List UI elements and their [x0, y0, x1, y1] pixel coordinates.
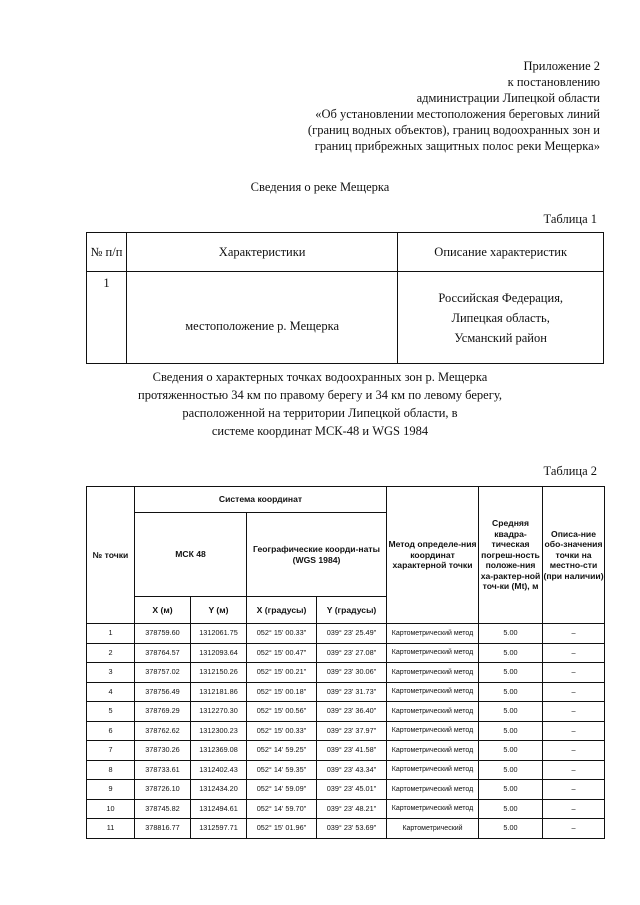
- table1-row: [87, 272, 604, 364]
- error-cell: 5.00: [479, 799, 543, 819]
- coord-title-line: Сведения о характерных точках водоохранных зон р. Мещерка: [152, 370, 488, 384]
- x-deg-cell: 052° 14' 59.35": [247, 760, 317, 780]
- y-m-cell: 1312402.43: [191, 760, 247, 780]
- appendix-line: «Об установлении местоположения береговых линий: [315, 107, 600, 121]
- y-deg-cell: 039° 23' 37.97": [317, 721, 387, 741]
- description-cell: –: [543, 624, 605, 644]
- x-deg-cell: 052° 14' 59.09": [247, 780, 317, 800]
- description-cell: –: [543, 702, 605, 722]
- table1-cell-characteristic: местоположение р. Мещерка: [126, 272, 397, 364]
- description-cell: –: [543, 663, 605, 683]
- point-num-cell: 5: [87, 702, 135, 722]
- coordinates-section-title: [0, 368, 640, 440]
- table1-header-description: Описание характеристик: [398, 233, 604, 272]
- y-m-cell: 1312494.61: [191, 799, 247, 819]
- method-cell: Картометрический метод: [387, 682, 479, 702]
- table1-header-characteristics: Характеристики: [126, 233, 397, 272]
- y-deg-cell: 039° 23' 25.49": [317, 624, 387, 644]
- x-deg-cell: 052° 14' 59.70": [247, 799, 317, 819]
- description-line: Российская Федерация,: [438, 290, 564, 305]
- x-m-cell: 378733.61: [135, 760, 191, 780]
- table2-header-row: [87, 487, 605, 513]
- point-num-cell: 7: [87, 741, 135, 761]
- point-num-cell: 9: [87, 780, 135, 800]
- header-y-m: Y (м): [191, 597, 247, 624]
- method-cell: Картометрический метод: [387, 760, 479, 780]
- error-cell: 5.00: [479, 780, 543, 800]
- appendix-header: [240, 58, 600, 154]
- y-m-cell: 1312300.23: [191, 721, 247, 741]
- coord-title-line: протяженностью 34 км по правому берегу и 34 км по левому берегу,: [138, 388, 502, 402]
- x-m-cell: 378757.02: [135, 663, 191, 683]
- table1-header-row: [87, 233, 604, 272]
- river-title: Сведения о реке Мещерка: [250, 180, 390, 194]
- method-cell: Картометрический метод: [387, 663, 479, 683]
- header-description: Описа-ние обо-значения точки на местно-сти (при наличии): [543, 487, 605, 624]
- appendix-line: Приложение 2: [523, 59, 600, 73]
- coordinates-table: [86, 486, 605, 839]
- method-cell: Картометрический метод: [387, 624, 479, 644]
- table-row: [87, 819, 605, 839]
- table-row: [87, 702, 605, 722]
- y-m-cell: 1312270.30: [191, 702, 247, 722]
- header-y-deg: Y (градусы): [317, 597, 387, 624]
- y-deg-cell: 039° 23' 45.01": [317, 780, 387, 800]
- x-m-cell: 378762.62: [135, 721, 191, 741]
- description-cell: –: [543, 741, 605, 761]
- error-cell: 5.00: [479, 741, 543, 761]
- table1-cell-description: [398, 272, 604, 364]
- description-cell: –: [543, 780, 605, 800]
- method-cell: Картометрический: [387, 819, 479, 839]
- y-deg-cell: 039° 23' 31.73": [317, 682, 387, 702]
- error-cell: 5.00: [479, 721, 543, 741]
- y-m-cell: 1312434.20: [191, 780, 247, 800]
- y-deg-cell: 039° 23' 41.58": [317, 741, 387, 761]
- description-cell: –: [543, 799, 605, 819]
- table-row: [87, 721, 605, 741]
- table2-label: Таблица 2: [543, 464, 597, 478]
- header-geographic: Географические коорди-наты (WGS 1984): [247, 513, 387, 597]
- error-cell: 5.00: [479, 760, 543, 780]
- description-cell: –: [543, 721, 605, 741]
- coord-title-line: системе координат МСК-48 и WGS 1984: [211, 424, 429, 438]
- error-cell: 5.00: [479, 682, 543, 702]
- x-deg-cell: 052° 15' 00.33": [247, 721, 317, 741]
- point-num-cell: 3: [87, 663, 135, 683]
- appendix-line: администрации Липецкой области: [416, 91, 600, 105]
- y-m-cell: 1312369.08: [191, 741, 247, 761]
- y-m-cell: 1312061.75: [191, 624, 247, 644]
- description-cell: –: [543, 643, 605, 663]
- method-cell: Картометрический метод: [387, 741, 479, 761]
- table1-header-num: № п/п: [87, 233, 127, 272]
- point-num-cell: 2: [87, 643, 135, 663]
- table-row: [87, 682, 605, 702]
- river-info-table: [86, 232, 604, 364]
- header-error: Средняя квадра-тическая погреш-ность положе-ния ха-рактер-ной точ-ки (Mt), м: [479, 487, 543, 624]
- table1-label: Таблица 1: [543, 212, 597, 226]
- point-num-cell: 8: [87, 760, 135, 780]
- table-row: [87, 799, 605, 819]
- table-row: [87, 643, 605, 663]
- header-point-num: № точки: [87, 487, 135, 624]
- y-deg-cell: 039° 23' 36.40": [317, 702, 387, 722]
- method-cell: Картометрический метод: [387, 721, 479, 741]
- header-method: Метод определе-ния координат характерной точки: [387, 487, 479, 624]
- header-x-m: X (м): [135, 597, 191, 624]
- table2-body: [87, 624, 605, 839]
- appendix-line: к постановлению: [507, 75, 600, 89]
- description-line: Усманский район: [454, 330, 547, 345]
- y-m-cell: 1312597.71: [191, 819, 247, 839]
- error-cell: 5.00: [479, 702, 543, 722]
- x-m-cell: 378816.77: [135, 819, 191, 839]
- description-cell: –: [543, 682, 605, 702]
- header-coordinate-system: Система координат: [135, 487, 387, 513]
- y-m-cell: 1312181.86: [191, 682, 247, 702]
- description-cell: –: [543, 819, 605, 839]
- x-deg-cell: 052° 15' 00.33": [247, 624, 317, 644]
- x-deg-cell: 052° 15' 00.21": [247, 663, 317, 683]
- y-m-cell: 1312150.26: [191, 663, 247, 683]
- x-m-cell: 378759.60: [135, 624, 191, 644]
- point-num-cell: 4: [87, 682, 135, 702]
- table-row: [87, 624, 605, 644]
- table-row: [87, 760, 605, 780]
- point-num-cell: 1: [87, 624, 135, 644]
- appendix-line: (границ водных объектов), границ водоохранных зон и: [307, 123, 600, 137]
- coord-title-line: расположенной на территории Липецкой области, в: [182, 406, 458, 420]
- error-cell: 5.00: [479, 663, 543, 683]
- table-row: [87, 780, 605, 800]
- point-num-cell: 6: [87, 721, 135, 741]
- method-cell: Картометрический метод: [387, 643, 479, 663]
- x-m-cell: 378726.10: [135, 780, 191, 800]
- x-m-cell: 378730.26: [135, 741, 191, 761]
- y-deg-cell: 039° 23' 43.34": [317, 760, 387, 780]
- table1-cell-num: 1: [87, 272, 127, 364]
- header-x-deg: X (градусы): [247, 597, 317, 624]
- x-m-cell: 378756.49: [135, 682, 191, 702]
- y-deg-cell: 039° 23' 53.69": [317, 819, 387, 839]
- y-deg-cell: 039° 23' 48.21": [317, 799, 387, 819]
- x-deg-cell: 052° 15' 00.18": [247, 682, 317, 702]
- point-num-cell: 10: [87, 799, 135, 819]
- x-m-cell: 378745.82: [135, 799, 191, 819]
- x-deg-cell: 052° 15' 00.56": [247, 702, 317, 722]
- method-cell: Картометрический метод: [387, 799, 479, 819]
- method-cell: Картометрический метод: [387, 702, 479, 722]
- y-deg-cell: 039° 23' 27.08": [317, 643, 387, 663]
- method-cell: Картометрический метод: [387, 780, 479, 800]
- table-row: [87, 663, 605, 683]
- x-deg-cell: 052° 15' 01.96": [247, 819, 317, 839]
- point-num-cell: 11: [87, 819, 135, 839]
- x-deg-cell: 052° 14' 59.25": [247, 741, 317, 761]
- x-m-cell: 378764.57: [135, 643, 191, 663]
- x-m-cell: 378769.29: [135, 702, 191, 722]
- header-msk48: МСК 48: [135, 513, 247, 597]
- error-cell: 5.00: [479, 819, 543, 839]
- description-line: Липецкая область,: [451, 310, 550, 325]
- y-m-cell: 1312093.64: [191, 643, 247, 663]
- y-deg-cell: 039° 23' 30.06": [317, 663, 387, 683]
- x-deg-cell: 052° 15' 00.47": [247, 643, 317, 663]
- description-cell: –: [543, 760, 605, 780]
- error-cell: 5.00: [479, 643, 543, 663]
- error-cell: 5.00: [479, 624, 543, 644]
- table-row: [87, 741, 605, 761]
- appendix-line: границ прибрежных защитных полос реки Мещерка»: [314, 139, 600, 153]
